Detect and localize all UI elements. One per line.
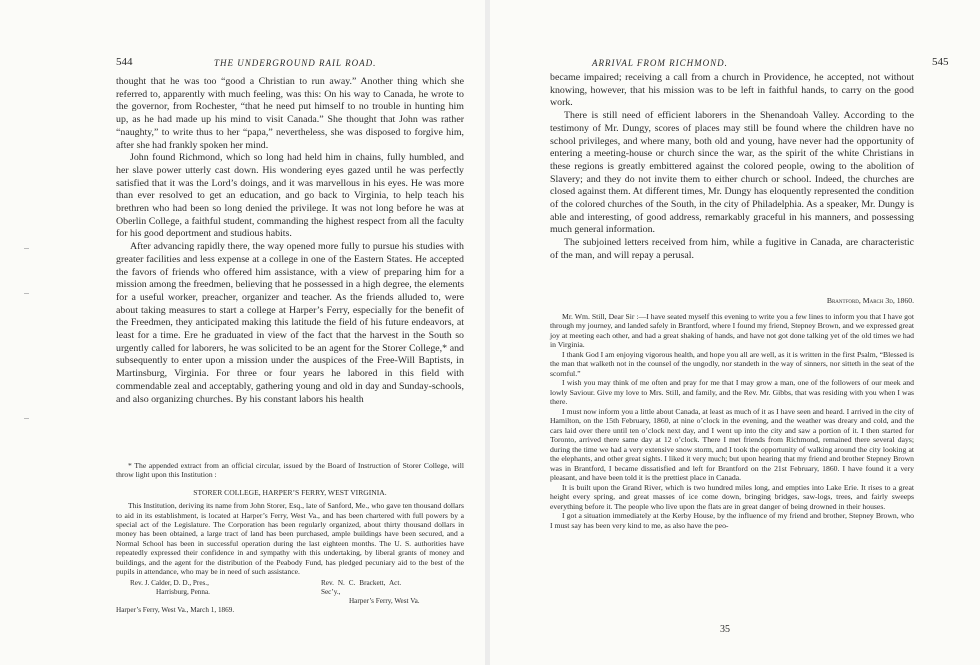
page-number-left: 544 bbox=[116, 56, 133, 68]
letter-paragraph: Mr. Wm. Still, Dear Sir :—I have seated myself this evening to write you a few lines to inform you that I have got through my journey, and landed safely in Brantford, where I found my friend, Stepney Brown, and we expressed great joy at meeting each other, and had a great shaking of hands, and have not got done talking yet of the old times we had in Virginia. bbox=[550, 311, 914, 349]
footnote-body: This Institution, deriving its name from John Storer, Esq., late of Sanford, Me., who gave ten thousand dollars to aid in its establishment, is located at Harper’s Ferry, West Va., and has been chartered with full powers by a special act of the Legislature. The Corporation has been regularly organized, about thirty thousand dollars in money has been obtained, a large tract of land has been purchased, ample buildings have been secured, and a Normal School has been in successful operation during the last eighteen months. The U. S. authorities have repeatedly expressed their confidence in and sympathy with this undertaking, by liberal grants of money and buildings, and the agent for the distribution of the Peabody Fund, has pledged pecuniary aid to the best of the pupils in attendance, who may be in need of such assistance. bbox=[116, 501, 464, 577]
letter-paragraph: I thank God I am enjoying vigorous health, and hope you all are well, as it is written in the first Psalm, “Blessed is the man that walketh not in the counsel of the ungodly, nor standeth in the way of sinners, nor sitteth in the seat of the scornful.” bbox=[550, 349, 914, 378]
margin-mark bbox=[24, 248, 29, 249]
page-number-right: 545 bbox=[932, 56, 949, 68]
letter bbox=[550, 296, 914, 530]
footnote-signatures bbox=[116, 579, 464, 606]
paragraph: There is still need of efficient laborers in the Shenandoah Valley. According to the testimony of Mr. Dungy, scores of places may still be found where the children have no school privileges, and where many, both old and young, have never had the opportunity of entering a meeting-house or church since the war, as the spirit of the white Christians in these regions is greatly embittered against the colored people, owing to the abolition of Slavery; and they do not invite them to either church or school. Indeed, the churches are closed against them. At different times, Mr. Dungy has eloquently represented the condition of the colored churches of the South, in the city of Philadelphia. As a speaker, Mr. Dungy is able and interesting, of good address, remarkably graceful in his manners, and possessing much general information. bbox=[550, 110, 914, 236]
margin-mark bbox=[24, 418, 29, 419]
letter-dateline: Brantford, March 3d, 1860. bbox=[826, 296, 914, 305]
right-page bbox=[490, 0, 980, 665]
footnote-date: Harper’s Ferry, West Va., March 1, 1869. bbox=[116, 606, 235, 615]
footnote-title: STORER COLLEGE, HARPER’S FERRY, WEST VIRGINIA. bbox=[193, 487, 387, 497]
signature-president-place: Harrisburg, Penna. bbox=[156, 588, 210, 597]
right-body bbox=[550, 72, 914, 263]
margin-mark bbox=[24, 293, 29, 294]
signature-secretary: Rev. N. C. Brackett, Act. Sec’y., bbox=[320, 579, 402, 597]
letter-paragraph: I must now inform you a little about Canada, at least as much of it as I have seen and heard. I arrived in the city of Hamilton, on the 15th February, 1860, at nine o’clock in the evening, and the weather was dreary and cold, and the cars laid over there until ten o’clock next day, and I went up into the city and saw a portion of it. I then started for Toronto, arrived there same day at 12 o’clock. There I met friends from Richmond, remained there several days; during the time we had a very extensive snow storm, and I took the opportunity of walking around the city looking at the elephants, and other great sights. I liked it very much; but upon hearing that my friend and brother Stepney Brown was in Brantford, I became dissatisfied and left for Brantford on the 21st February, 1860. I have found it a very pleasant, and have been told it is the prettiest place in Canada. bbox=[550, 406, 914, 482]
letter-paragraph: I wish you may think of me often and pray for me that I may grow a man, one of the followers of our meek and lowly Saviour. Give my love to Mrs. Still, and family, and the Rev. Mr. Gibbs, that was residing with you when I was there. bbox=[550, 378, 914, 406]
paragraph: thought that he was too “good a Christian to run away.” Another thing which she referred to, apparently with much feeling, was this: On his way to Canada, he wrote to the governor, from Rochester, “that he need put himself to no trouble in hunting him up, as he had made up his mind to visit Canada.” She thought that John was rather “naughty,” to write thus to her “papa,” nevertheless, she was disposed to forgive him, after she had frankly spoken her mind. bbox=[116, 76, 464, 151]
left-body bbox=[116, 76, 464, 406]
paragraph: became impaired; receiving a call from a church in Providence, he accepted, not without knowing, however, that his mission was to be left in faithful hands, to carry on the good work. bbox=[550, 72, 914, 109]
running-head-right: ARRIVAL FROM RICHMOND. bbox=[592, 58, 728, 68]
signature-secretary-place: Harper’s Ferry, West Va. bbox=[348, 597, 420, 606]
paragraph: After advancing rapidly there, the way opened more fully to pursue his studies with greater facilities and less expense at a college in one of the Eastern States. He accepted the favors of friends who offered him assistance, with a view of preparing him for a mission among the freedmen, believing that he possessed in a high degree, the elements for a useful worker, preacher, organizer and teacher. As the friends alluded to, were about taking measures to start a college at Harper’s Ferry, especially for the benefit of the Freedmen, they anticipated making this latitude the field of his future endeavors, at least for a time. Ere he graduated in view of the fact that the harvest in the South so urgently called for laborers, he was solicited to be an agent for the Storer College,* and subsequently to enter upon a mission under the auspices of the Free-Will Baptists, in Martinsburg, Virginia. For three or four years he labored in this field with commendable zeal and acceptably, gathering young and old in day and Sunday-schools, and also organizing churches. By his constant labors his health bbox=[116, 241, 464, 405]
letter-paragraph: I got a situation immediately at the Kerby House, by the influence of my friend and brother, Stepney Brown, who I must say has been very kind to me, as also have the peo- bbox=[550, 511, 914, 530]
paragraph: The subjoined letters received from him, while a fugitive in Canada, are characteristic of the man, and will repay a perusal. bbox=[550, 237, 914, 261]
footnote-intro: * The appended extract from an official circular, issued by the Board of Instruction of Storer College, will throw light upon this Institution : bbox=[116, 461, 464, 480]
left-page bbox=[0, 0, 485, 665]
paragraph: John found Richmond, which so long had held him in chains, fully humbled, and her slave power utterly cast down. His wondering eyes gazed until he was perfectly satisfied that it was the Lord’s doings, and it was marvellous in his eyes. He was more than ever resolved to get an education, and go back to Virginia, to help teach his brethren who had been so long denied the privilege. It was not long before he was at Oberlin College, a faithful student, commanding the highest respect from all the faculty for his good deportment and studious habits. bbox=[116, 152, 464, 240]
running-head-left: THE UNDERGROUND RAIL ROAD. bbox=[214, 58, 377, 68]
letter-paragraph: It is built upon the Grand River, which is two hundred miles long, and empties into Lake Erie. It rises to a great height every spring, and great masses of ice come down, bringing bridges, saw-logs, trees, and fairly sweeps everything before it. The people who live upon the flats are in great danger of being drowned in their houses. bbox=[550, 482, 914, 511]
footnote bbox=[116, 461, 464, 616]
signature-president: Rev. J. Calder, D. D., Pres., bbox=[130, 579, 209, 588]
signature-mark: 35 bbox=[720, 624, 730, 635]
